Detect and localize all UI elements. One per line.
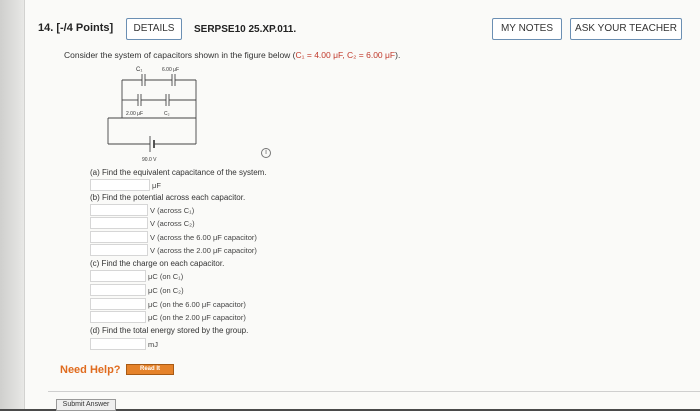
- label-c1: C₁: [136, 67, 143, 73]
- part-b-unit-2: V (across C₂): [150, 219, 195, 228]
- part-d-question: (d) Find the total energy stored by the group.: [90, 326, 249, 335]
- part-c-answer-input-1[interactable]: [90, 270, 146, 282]
- label-left-capacitor: 2.00 μF: [126, 111, 144, 117]
- part-b-answer-input-4[interactable]: [90, 244, 148, 256]
- problem-statement: [64, 50, 400, 60]
- part-c-unit-2: μC (on C₂): [148, 286, 184, 295]
- question-reference: SERPSE10 25.XP.011.: [194, 24, 297, 35]
- label-top-capacitor: 6.00 μF: [162, 67, 180, 73]
- prompt-text-after: ).: [395, 50, 401, 60]
- part-b-unit-4: V (across the 2.00 μF capacitor): [150, 246, 257, 255]
- footer-divider: [48, 391, 700, 392]
- part-a-answer-input[interactable]: [90, 179, 150, 191]
- part-c-question: (c) Find the charge on each capacitor.: [90, 259, 225, 268]
- question-header: [24, 12, 700, 48]
- need-help-label: Need Help?: [60, 364, 121, 376]
- part-b-question: (b) Find the potential across each capacitor.: [90, 193, 246, 202]
- part-c-answer-input-2[interactable]: [90, 284, 146, 296]
- label-c2: C₂: [164, 111, 170, 117]
- read-it-button[interactable]: Read It: [126, 364, 174, 375]
- ask-teacher-button[interactable]: ASK YOUR TEACHER: [570, 18, 682, 40]
- part-a-unit: μF: [152, 181, 161, 190]
- circuit-figure: [100, 62, 220, 162]
- submit-answer-button[interactable]: Submit Answer: [56, 399, 116, 411]
- part-b-answer-input-2[interactable]: [90, 217, 148, 229]
- label-battery: 90.0 V: [142, 157, 157, 162]
- prompt-text-before: Consider the system of capacitors shown in the figure below (: [64, 50, 296, 60]
- part-c-answer-input-4[interactable]: [90, 311, 146, 323]
- part-b-answer-input-1[interactable]: [90, 204, 148, 216]
- part-d-unit: mJ: [148, 340, 158, 349]
- part-b-answer-input-3[interactable]: [90, 231, 148, 243]
- part-c-answer-input-3[interactable]: [90, 298, 146, 310]
- part-c-unit-4: μC (on the 2.00 μF capacitor): [148, 313, 246, 322]
- part-b-unit-3: V (across the 6.00 μF capacitor): [150, 233, 257, 242]
- part-c-unit-3: μC (on the 6.00 μF capacitor): [148, 300, 246, 309]
- info-icon[interactable]: i: [261, 148, 271, 158]
- part-b-unit-1: V (across C₁): [150, 206, 195, 215]
- part-d-answer-input[interactable]: [90, 338, 146, 350]
- my-notes-button[interactable]: MY NOTES: [492, 18, 562, 40]
- question-number: 14. [-/4 Points]: [38, 22, 114, 34]
- details-button[interactable]: DETAILS: [126, 18, 182, 40]
- part-a-question: (a) Find the equivalent capacitance of the system.: [90, 168, 267, 177]
- page-shadow: [0, 0, 24, 409]
- part-c-unit-1: μC (on C₁): [148, 272, 184, 281]
- prompt-given-values: C₁ = 4.00 μF, C₂ = 6.00 μF: [295, 50, 396, 60]
